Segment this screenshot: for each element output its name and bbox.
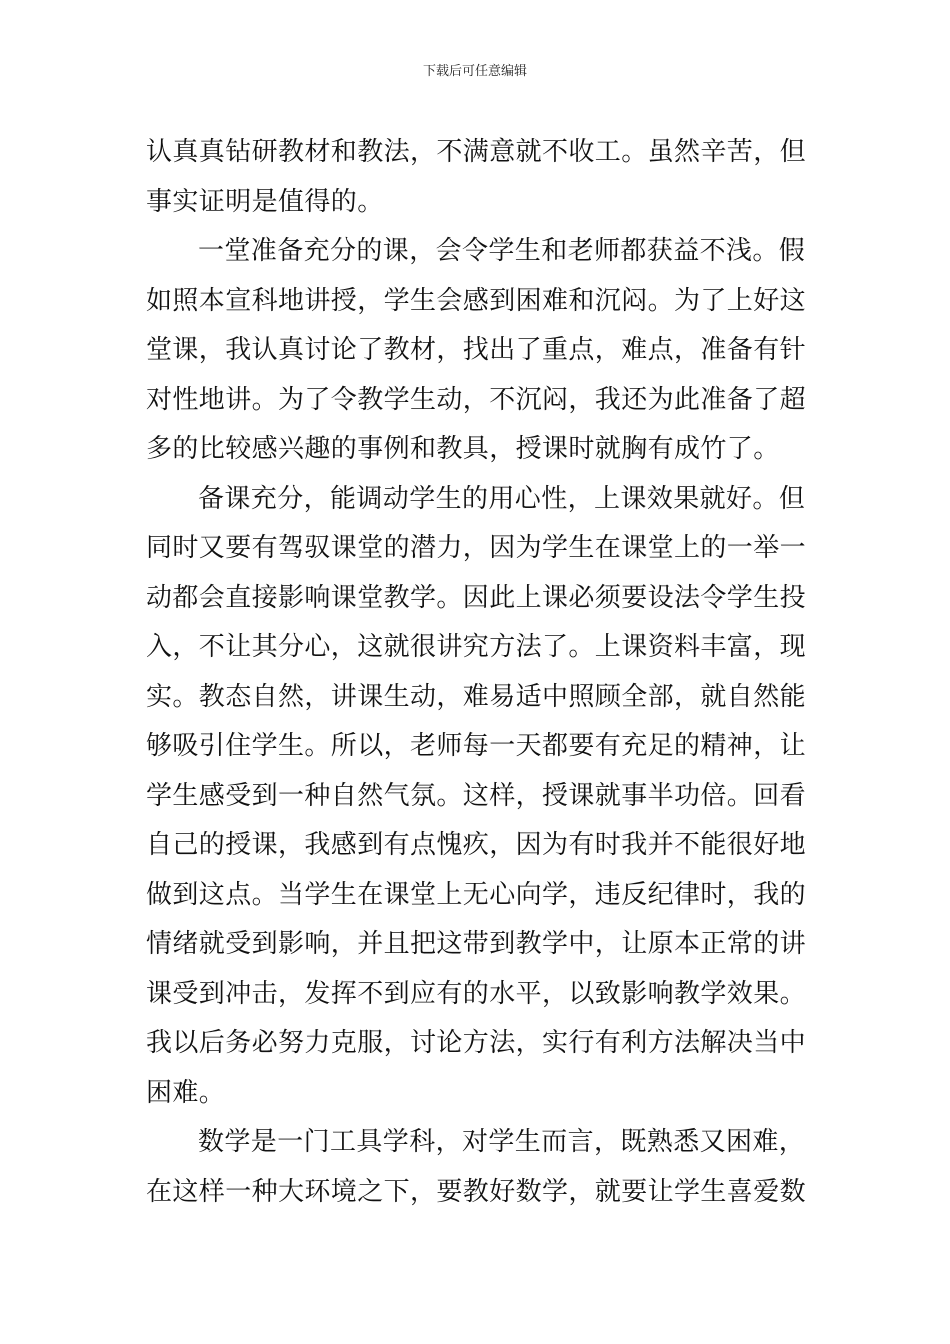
paragraph-start-line: 备课充分，能调动学生的用心性，上课效果就好。但 (198, 483, 806, 514)
text-line: 情绪就受到影响，并且把这带到教学中，让原本正常的讲 (146, 929, 807, 959)
text-line: 多的比较感兴趣的事例和教具，授课时就胸有成竹了。 (146, 434, 780, 464)
text-line: 自己的授课，我感到有点愧疚，因为有时我并不能很好地 (146, 830, 807, 860)
text-line: 对性地讲。为了令教学生动，不沉闷，我还为此准备了超 (146, 384, 807, 415)
text-line: 实。教态自然，讲课生动，难易适中照顾全部，就自然能 (146, 681, 807, 712)
text-line: 做到这点。当学生在课堂上无心向学，违反纪律时，我的 (146, 879, 807, 910)
text-line: 事实证明是值得的。 (146, 186, 384, 217)
paragraph-start-line: 数学是一门工具学科，对学生而言，既熟悉又困难， (198, 1127, 806, 1157)
text-line: 我以后务必努力克服，讨论方法，实行有利方法解决当中 (146, 1028, 807, 1058)
text-line: 入，不让其分心，这就很讲究方法了。上课资料丰富，现 (146, 632, 807, 662)
text-line: 认真真钻研教材和教法，不满意就不收工。虽然辛苦，但 (146, 137, 807, 167)
text-line: 课受到冲击，发挥不到应有的水平，以致影响教学效果。 (146, 978, 807, 1009)
text-line: 同时又要有驾驭课堂的潜力，因为学生在课堂上的一举一 (146, 533, 807, 563)
text-line: 学生感受到一种自然气氛。这样，授课就事半功倍。回看 (146, 780, 807, 811)
text-line: 堂课，我认真讨论了教材，找出了重点，难点，准备有针 (146, 335, 807, 365)
document-body (146, 128, 810, 1217)
paragraph-start-line: 一堂准备充分的课，会令学生和老师都获益不浅。假 (198, 236, 806, 266)
text-line: 够吸引住学生。所以，老师每一天都要有充足的精神，让 (146, 731, 807, 761)
text-line: 困难。 (146, 1077, 226, 1108)
text-line: 如照本宣科地讲授，学生会感到困难和沉闷。为了上好这 (146, 285, 807, 316)
page-header: 下载后可任意编辑 (422, 64, 527, 79)
text-line: 动都会直接影响课堂教学。因此上课必须要设法令学生投 (146, 582, 807, 613)
text-line: 在这样一种大环境之下，要教好数学，就要让学生喜爱数 (146, 1176, 807, 1207)
